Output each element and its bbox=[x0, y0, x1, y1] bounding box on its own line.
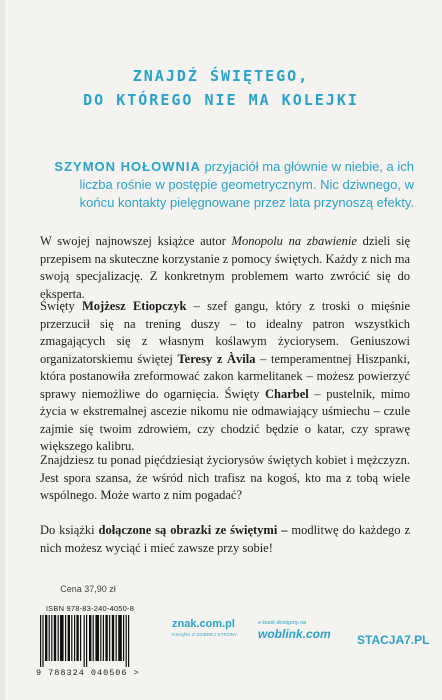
paragraph-text: – szef gangu, który z troski o mięśnie przerzucił się na trening duszy – to idealny patron wszystkich zmagających się z własnym koślawym życiorysem. Geniuszowi organizatorskiemu świętej bbox=[40, 299, 410, 366]
isbn-label: ISBN 978-83-240-4050-8 bbox=[45, 604, 135, 613]
paragraph-text: – pustelnik, mimo życia w ekstremalnej ascezie nikomu nie odmawiający uśmiechu – czule zajmie się twoim zdrowiem, czy chodzić będzie o katar, czy sprawę większego kalibru. bbox=[40, 386, 410, 453]
barcode-icon bbox=[36, 615, 144, 667]
headline-line-1: ZNAJDŹ ŚWIĘTEGO, bbox=[132, 67, 310, 85]
stacja7-logo: STACJA7.PL bbox=[357, 633, 430, 647]
ebook-info bbox=[258, 620, 336, 641]
price-label: Cena 37,90 zł bbox=[60, 584, 116, 594]
book-title-italic: Monopolu na zbawienie bbox=[231, 234, 357, 248]
paragraph-intro bbox=[40, 233, 410, 303]
paragraph-saints bbox=[40, 298, 410, 456]
woblink-logo: woblink.com bbox=[258, 627, 331, 641]
lead-text: przyjaciół ma głównie w niebie, a ich liczba rośnie w postępie geometrycznym. Nic dziwnego, w końcu kontakty pielęgnowane przez lata przynoszą efekty. bbox=[79, 159, 414, 210]
paragraph-biographies: Znajdziesz tu ponad pięćdziesiąt życiorysów świętych kobiet i mężczyzn. Jest spora szansa, że wśród nich trafisz na kogoś, kto ma z tobą wiele wspólnego. Może warto z nim pogadać? bbox=[40, 453, 410, 502]
znak-tagline: KSIĄŻKI Z DOBREJ STRONY bbox=[172, 632, 238, 637]
znak-logo: znak.com.pl bbox=[172, 618, 235, 630]
paragraph-text: W swojej najnowszej książce autor bbox=[40, 234, 232, 248]
paragraph-text: dzieli się przepisem na skuteczne korzystanie z pomocy świętych. Każdy z nich ma swoją specjalizację. Z konkretnym problemem warto zwrócić się do eksperta. bbox=[40, 234, 410, 301]
paragraph-text: Święty bbox=[40, 299, 82, 313]
bold-text: dołączone są obrazki ze świętymi – bbox=[98, 523, 288, 537]
ebook-note: e-book dostępny na bbox=[258, 620, 307, 626]
paragraph-text: Do książki bbox=[40, 523, 99, 537]
saint-name: Teresy z Àvila bbox=[177, 351, 256, 366]
paragraph-pictures bbox=[40, 522, 410, 557]
publisher-logo bbox=[172, 618, 240, 637]
headline-line-2: DO KTÓREGO NIE MA KOLEJKI bbox=[83, 91, 359, 109]
barcode-number: 9 788324 040506 > bbox=[36, 668, 140, 678]
lead-paragraph bbox=[42, 158, 414, 212]
saint-name: Charbel bbox=[264, 386, 309, 401]
saint-name: Mojżesz Etiopczyk bbox=[81, 299, 187, 313]
headline bbox=[0, 64, 442, 112]
isbn-block bbox=[36, 604, 144, 678]
paragraph-text: – temperamentnej Hiszpanki, która postanowiła zreformować zakon karmelitanek – możesz powierzyć sprawy niemożliwe do ogarnięcia. Święty bbox=[40, 351, 411, 401]
author-name: SZYMON HOŁOWNIA bbox=[54, 159, 201, 174]
paragraph-text: modlitwę do każdego z nich możesz wyciąć i mieć zawsze przy sobie! bbox=[40, 523, 410, 555]
